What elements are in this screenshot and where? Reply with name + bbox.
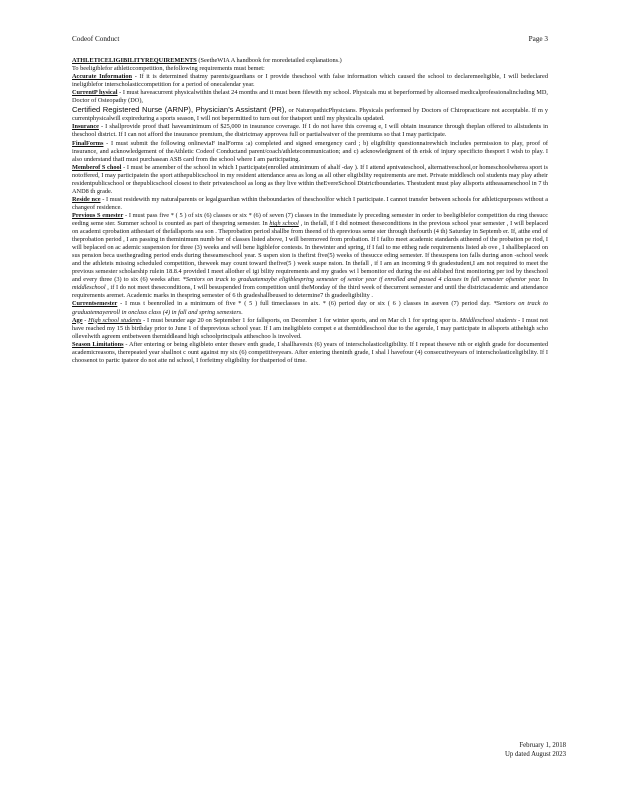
member-heading: Memberof S chool xyxy=(72,163,122,171)
physical-heading: CurrentP hysical xyxy=(72,89,118,97)
finalforms-text: - I must submit the following onlineviaF inalForms :a) completed and signed emergency card ; b) eligibility questionnairewhich includes permission to play, proof of insurance, and acknowledgement of theAthletic Codeof Conductand parent/coach/athletecommunication; and c) acknowledgment of th erisk of injury specificto thesport I wish to play. I also understand thatI must purchasean ASB card from the school where I am participating. xyxy=(72,139,548,163)
age-middle-school: Middleschool students xyxy=(459,316,517,324)
age-text-1: - I must beunder age 20 on September 1 for fallsports, on December 1 for winter sports, and on Mar ch 1 for spring spor ts. xyxy=(141,316,460,324)
physical-paragraph xyxy=(72,89,548,123)
previous-text-3: In xyxy=(540,276,548,284)
physical-text: - I must haveacurrent physicalwithin thelast 24 months and it must been filewith my school. Physicals mu st beperformed by alicensed medicalprofessionalincluding MD, Doctor of Osteopathy (DO), xyxy=(72,89,548,105)
footer-date: February 1, 2018 xyxy=(519,742,566,749)
header-page-number: Page 3 xyxy=(528,35,548,43)
finalforms-heading: FinalForms xyxy=(72,139,104,147)
season-heading: Season Limitations xyxy=(72,340,124,348)
season-paragraph xyxy=(72,341,548,365)
intro-text: To beeligiblefor athleticcompetition, thefollowing requirements must bemet: xyxy=(72,65,265,73)
insurance-heading: Insurance xyxy=(72,123,99,131)
physical-after: or NaturopathicPhysicians. Physicals performed by Doctors of Chiropracticare not acceptable. If m y currentphysicalwill expireduring a sports season, I will not bepermitted to turn out for thatsport until my physicalis updated. xyxy=(72,107,548,123)
section-title xyxy=(72,57,548,65)
accurate-text: - If it is determined thatmy parents/guardians or I provide theschool with false information which caused the school to declaremeeligible, I will bedeclared ineligiblefor interscholasticcompetition for a period of onecalendar year. xyxy=(72,73,549,89)
footer-updated: Up dated August 2023 xyxy=(505,751,566,759)
previous-middle-school: middleschool xyxy=(72,284,106,292)
page-footer xyxy=(476,741,566,760)
previous-text-1: - I must pass five * ( 5 ) of six (6) classes or six * (6) of seven (7) classes in the immediate ly preceding semester in order to beeligiblefor competition du ring thesucc eeding seme ster. Summer school is counted as part of thespring semester. In xyxy=(72,211,548,227)
insurance-paragraph xyxy=(72,123,548,139)
previous-seniors-note: *Seniors on track to graduatemaybe eligiblespring semester of senior year if enrolled and passed 4 classes in fall semester ofsenior year. xyxy=(182,276,541,284)
title-bold: ATHLETICELIGIBILITYREQUIREMENTS xyxy=(72,57,197,64)
age-dash: - xyxy=(82,316,89,324)
previous-heading: Previous S emester xyxy=(72,211,124,219)
age-text-2: - I must not have reached my 15 th birthday prior to June 1 of theprevious school year. If I am ineligibleto compet e at themiddleschool due to the agerule, I may participate in allsports atthehigh scho ollevelwith agreem entbetween themiddleand high schoolprincipals attheschoo ls involved. xyxy=(72,316,548,340)
current-heading: Currentsemester xyxy=(72,300,118,308)
current-seniors-note: *Seniors on track to graduatemayenroll in onclass class (4) in fall and spring semesters. xyxy=(72,300,548,316)
season-text: - After entering or being eligibleto enter thesev enth grade, I shallhavesix (6) years of interscholasticeligibility. If I repeat theseve nth or eighth grade for documented academicreasons, therepeated year shallnot c ount against my six (6) competitiveyears. After entering theninth grade, I shal l havefour (4) consecutiveyears of interscholasticeligibility. If I choosenot to partic ipateor do not atte nd school, I forfeitmy eligibility for thatperiod of time. xyxy=(72,340,548,364)
header-left: Codeof Conduct xyxy=(72,35,120,43)
title-after: (SeetheWIA A handbook for moredetailed explanations.) xyxy=(196,57,342,64)
accurate-heading: Accurate Information xyxy=(72,73,133,81)
residence-text: - I must residewith my naturalparents or legalguardian within theboundaries of theschoolfor which I participate. I cannot transfer between schools for athleticpurposes without a changeof residence. xyxy=(72,195,548,211)
age-high-school: High school students xyxy=(88,316,142,324)
residence-heading: Reside nce xyxy=(72,195,101,203)
accurate-info-paragraph xyxy=(72,73,548,89)
current-semester-paragraph xyxy=(72,300,548,316)
previous-high-school: high school xyxy=(269,219,299,227)
current-text: - I mus t beenrolled in a minimum of five * ( 5 ) full timeclasses in aix. * (6) period day or six ( 6 ) classes in aseven (7) period day. xyxy=(117,300,494,308)
age-heading: Age xyxy=(72,316,83,324)
age-paragraph xyxy=(72,317,548,341)
insurance-text: - I shallprovide proof thatI haveaminimum of $25,000 in insurance coverage. If I do not have this coverag e, I will obtain insurance through theplan offered to allstudents in theschool district. If I can not afford the insurance premium, the districtmay approvea full or partialwaiver of the premiums so that I may participate. xyxy=(72,123,548,139)
previous-text-2: , in thefall, if I did notmeet theseconditions in the previous school year semester , I will beplaced on academi cprobation atthestart of thefallsports sea son . Theprobation period shallbe from theend of th eprevious seme ster through thefourth (4 th) Saturday in Septemb er. If, atthe end of theprobation period , I am passing in theminimum numb ber of classes listed above, I will beremoved from probation. If I failto meet academic standards attheend of the probation pe riod, I will beplaced on ac ademic suspension for three (3) weeks and will bene ligiblefor contests. In thewinter and spring, if I fail to me ettheg rade requirements listed ab ove , I shallbeplaced on sus pension beca usethegrading period ends during theseameschool year. S uspen sion is thefirst five(5) weeks of thesucce eding semester. If thesuspens ion falls during anon -school week and the athleteis missing scheduled competition, theweek may count toward thefive(5 ) week suspe nsion. In thefall , if I am an incoming 9 th gradestudent,I am not required to meet the previous semester scholarship rulein 18.8.4 provided I meet allother el igi bility requirements and my grades wi l bemonitor ed during the est ablished first monitoring per iod by theschool and every three (3) to six (6) weeks after. xyxy=(72,219,548,284)
previous-text-4: , if I do not meet theseconditions, I will besuspended from competition until theMonday of the third week of thecurrent semester and until the districtacademic and attendance requirements aremet. Academic marks in thespring semester of 6 th gradeshallbeused to determine7 th gradeeligibility . xyxy=(72,284,548,300)
page-header xyxy=(72,35,548,43)
member-text: - I must be amember of the school in which I participate(enrolled atminimum of ahalf -day ). If I attend apnivateschool, alternativeschool,or homeschoolwherea sport is notoffered, I may participatein the sport atthepublicschool in my resident attendance area as long as all other eligibility requirements are met. Private middlesch ool students may play atheir residentpublicschool or thepublicschool closest to their privateschool as long as they live within theEvereSchool Districtboundaries. Thestudent must play allsports attheasameschool in 7 th AND8 th grade. xyxy=(72,163,549,195)
physical-sans-text: Certified Registered Nurse (ARNP), Physician’s Assistant (PR), xyxy=(72,105,287,115)
residence-paragraph xyxy=(72,196,548,212)
previous-semester-paragraph xyxy=(72,212,548,301)
member-paragraph xyxy=(72,164,548,196)
finalforms-paragraph xyxy=(72,140,548,164)
document-page xyxy=(72,35,548,365)
